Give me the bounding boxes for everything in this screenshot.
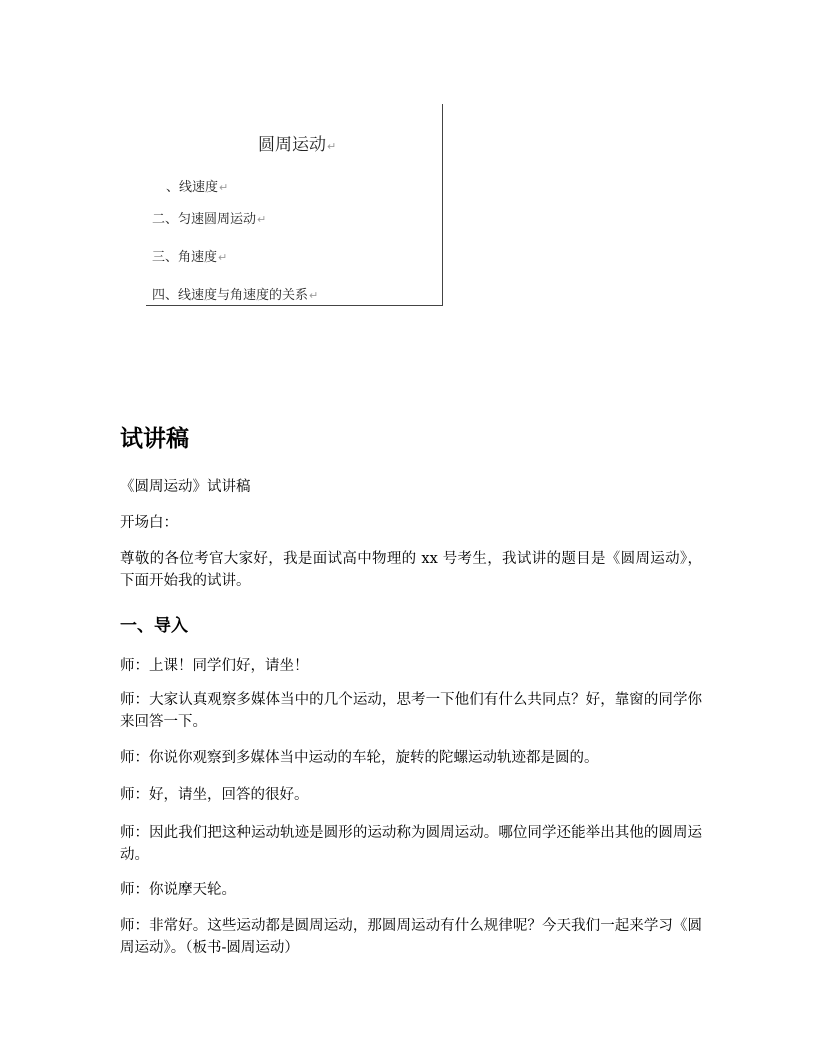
- dialogue-paragraph: 师：上课！同学们好，请坐！: [120, 658, 309, 674]
- board-item-relationship: 四、线速度与角速度的关系↵: [152, 288, 319, 303]
- paragraph-mark-icon: ↵: [257, 213, 267, 226]
- dialogue-paragraph: 师：你说你观察到多媒体当中运动的车轮，旋转的陀螺运动轨迹都是圆的。: [120, 750, 599, 766]
- dialogue-paragraph: 师：非常好。这些运动都是圆周运动，那圆周运动有什么规律呢？今天我们一起来学习《圆周运动》。（板书-圆周运动）: [120, 918, 702, 956]
- dialogue-paragraph: 师：大家认真观察多媒体当中的几个运动，思考一下他们有什么共同点？好，靠窗的同学你来回答一下。: [120, 692, 702, 730]
- dialogue-paragraph: 师：因此我们把这种运动轨迹是圆形的运动称为圆周运动。哪位同学还能举出其他的圆周运动。: [120, 825, 702, 863]
- document-title: 试讲稿: [120, 425, 189, 452]
- dialogue-paragraph: 师：好，请坐，回答的很好。: [120, 787, 309, 803]
- paragraph-mark-icon: ↵: [327, 140, 337, 153]
- opening-label: 开场白：: [120, 515, 178, 531]
- opening-paragraph: 尊敬的各位考官大家好，我是面试高中物理的 xx 号考生，我试讲的题目是《圆周运动》，下面开始我的试讲。: [120, 551, 702, 589]
- paragraph-mark-icon: ↵: [309, 289, 319, 302]
- blackboard-outline: [146, 104, 443, 306]
- document-subtitle: 《圆周运动》试讲稿: [120, 479, 251, 495]
- board-item-uniform-circular-motion: 二、匀速圆周运动↵: [152, 212, 267, 227]
- board-item-angular-velocity: 三、角速度↵: [152, 250, 228, 265]
- paragraph-mark-icon: ↵: [219, 181, 229, 194]
- paragraph-mark-icon: ↵: [218, 251, 228, 264]
- dialogue-paragraph: 师：你说摩天轮。: [120, 882, 236, 898]
- board-title: 圆周运动↵: [258, 135, 337, 155]
- board-item-linear-velocity: 、线速度↵: [166, 180, 229, 195]
- section-heading-introduction: 一、导入: [120, 616, 188, 636]
